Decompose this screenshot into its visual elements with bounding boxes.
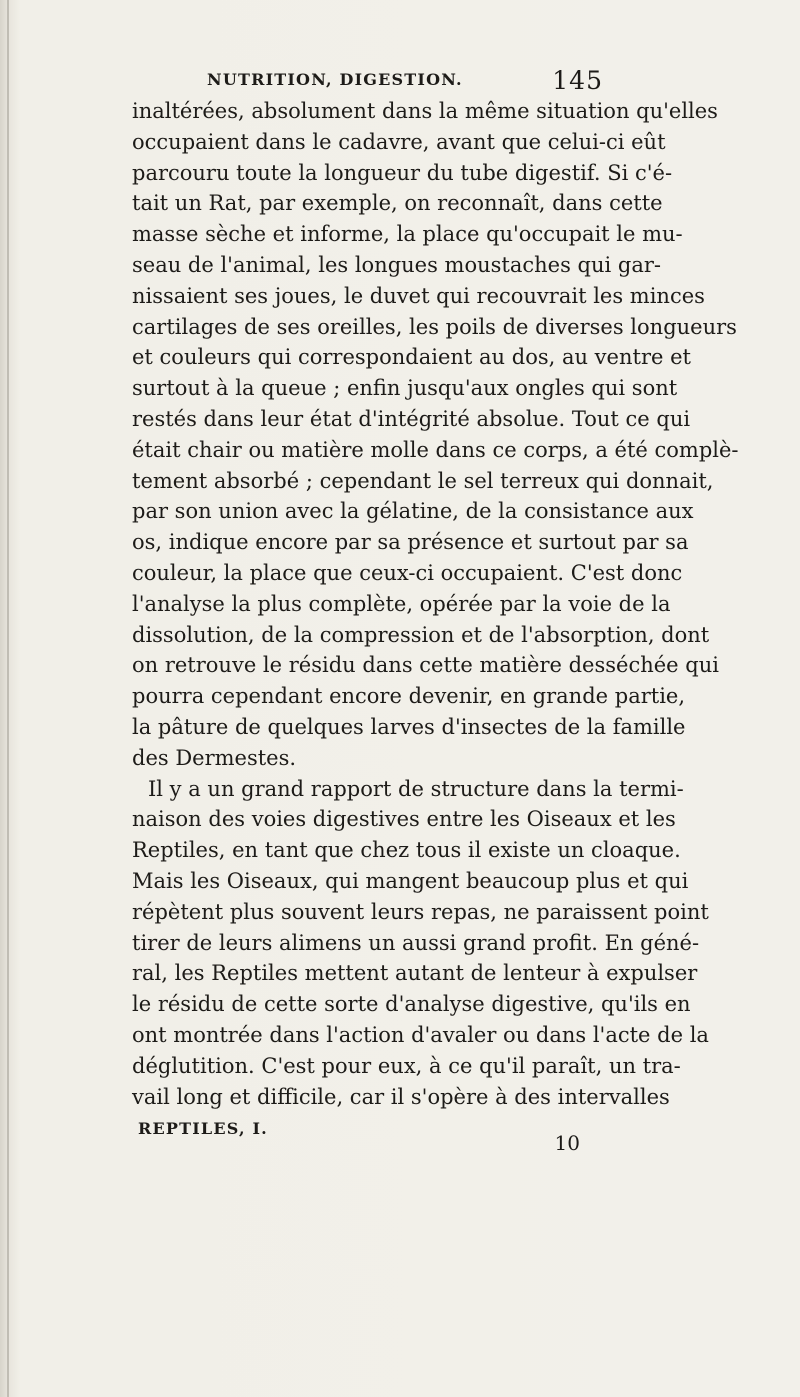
text-line: Il y a un grand rapport de structure dans la termi- [148, 776, 684, 801]
signature-number: 10 [554, 1131, 580, 1155]
text-line: Reptiles, en tant que chez tous il existe un cloaque. [132, 838, 681, 863]
page-gutter-line [7, 0, 9, 1397]
text-line: l'analyse la plus complète, opérée par la voie de la [132, 591, 671, 616]
page-text [132, 96, 739, 1112]
text-line: le résidu de cette sorte d'analyse digestive, qu'ils en [132, 992, 691, 1017]
text-line: tement absorbé ; cependant le sel terreux qui donnait, [132, 468, 714, 493]
text-line: pourra cependant encore devenir, en grande partie, [132, 684, 686, 709]
page-footer [138, 1119, 598, 1159]
text-line: parcouru toute la longueur du tube digestif. Si c'é- [132, 160, 673, 185]
text-line: des Dermestes. [132, 745, 297, 770]
text-line: par son union avec la gélatine, de la consistance aux [132, 499, 694, 524]
signature-mark: REPTILES, I. [138, 1119, 268, 1138]
text-line: Mais les Oiseaux, qui mangent beaucoup plus et qui [132, 868, 689, 893]
text-line: inaltérées, absolument dans la même situation qu'elles [132, 99, 718, 123]
text-line: nissaient ses joues, le duvet qui recouvrait les minces [132, 283, 705, 308]
text-line: déglutition. C'est pour eux, à ce qu'il paraît, un tra- [132, 1053, 681, 1078]
text-line: seau de l'animal, les longues moustaches qui gar- [132, 252, 661, 277]
text-line: masse sèche et informe, la place qu'occupait le mu- [132, 222, 683, 247]
text-line: os, indique encore par sa présence et surtout par sa [132, 530, 689, 555]
text-line: naison des voies digestives entre les Oiseaux et les [132, 807, 676, 832]
text-line: surtout à la queue ; enfin jusqu'aux ongles qui sont [132, 376, 678, 401]
text-line: vail long et difficile, car il s'opère à des intervalles [132, 1084, 670, 1109]
text-line: la pâture de quelques larves d'insectes de la famille [132, 714, 686, 739]
text-line: tirer de leurs alimens un aussi grand profit. En géné- [132, 930, 700, 955]
text-line: ral, les Reptiles mettent autant de lenteur à expulser [132, 961, 698, 986]
text-line: cartilages de ses oreilles, les poils de diverses longueurs [132, 314, 737, 339]
text-line: ont montrée dans l'action d'avaler ou dans l'acte de la [132, 1022, 709, 1047]
text-line: et couleurs qui correspondaient au dos, au ventre et [132, 345, 691, 370]
text-line: était chair ou matière molle dans ce corps, a été complè- [132, 437, 739, 462]
text-line: occupaient dans le cadavre, avant que celui-ci eût [132, 129, 666, 154]
text-line: restés dans leur état d'intégrité absolue. Tout ce qui [132, 406, 691, 431]
page-header [153, 62, 603, 96]
running-head: NUTRITION, DIGESTION. [207, 70, 463, 89]
text-line: répètent plus souvent leurs repas, ne paraissent point [132, 899, 709, 924]
text-line: dissolution, de la compression et de l'absorption, dont [132, 622, 710, 647]
text-line: on retrouve le résidu dans cette matière desséchée qui [132, 653, 719, 678]
text-line: tait un Rat, par exemple, on reconnaît, dans cette [132, 191, 663, 216]
text-line: couleur, la place que ceux-ci occupaient. C'est donc [132, 560, 683, 585]
page-number: 145 [552, 66, 603, 95]
